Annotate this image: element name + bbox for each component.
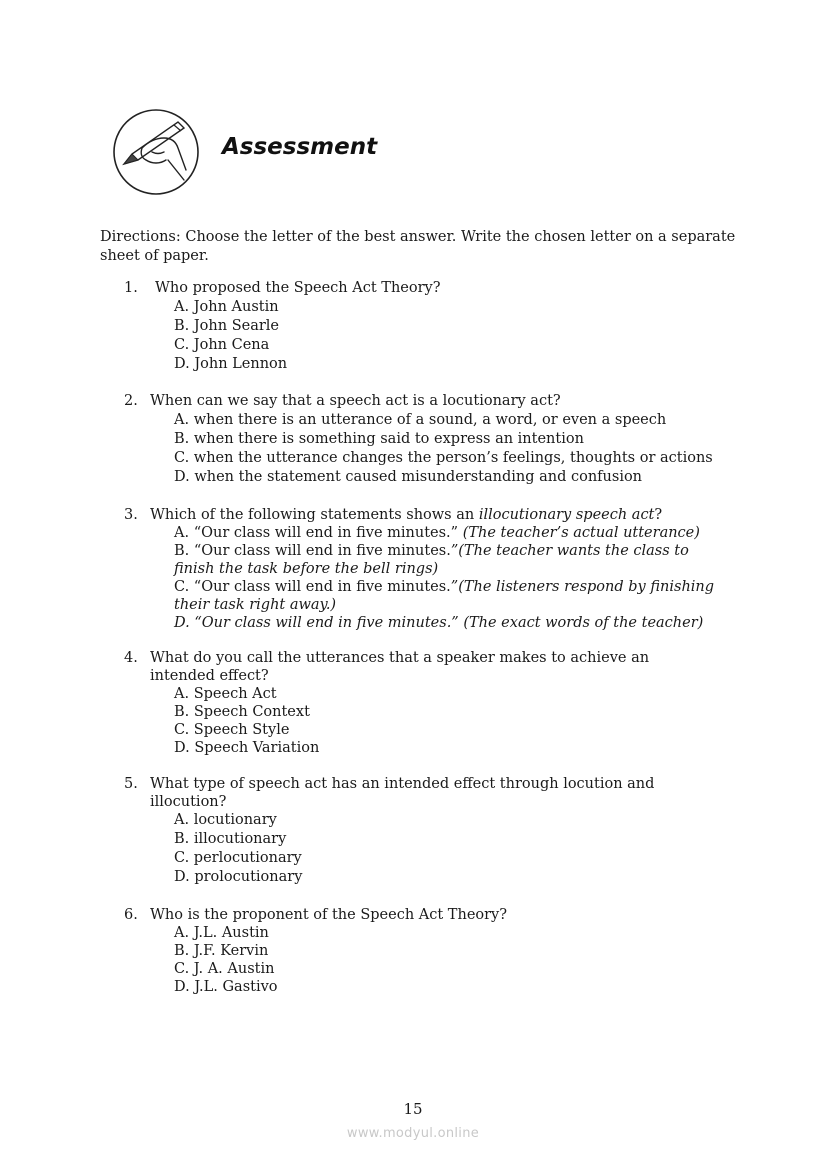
option-b: B. J.F. Kervin: [174, 943, 269, 959]
assessment-header: [112, 108, 512, 200]
question-text: When can we say that a speech act is a locutionary act?: [150, 393, 561, 409]
question-text: Who is the proponent of the Speech Act Theory?: [150, 907, 508, 923]
question-number: 6.: [124, 907, 138, 923]
option-d: D. J.L. Gastivo: [174, 979, 278, 995]
question-text-continued: intended effect?: [150, 668, 269, 684]
option-a: A. J.L. Austin: [174, 925, 269, 941]
directions-text: Directions: Choose the letter of the best answer. Write the chosen letter on a separate sheet of paper.: [100, 229, 736, 264]
question-number: 3.: [124, 507, 138, 523]
question-text: Who proposed the Speech Act Theory?: [155, 280, 441, 296]
watermark: www.modyul.online: [346, 1126, 480, 1141]
option-c: C. Speech Style: [174, 722, 290, 738]
page-title: Assessment: [222, 134, 378, 160]
option-c: C. when the utterance changes the person’s feelings, thoughts or actions: [174, 450, 713, 466]
option-a: A. “Our class will end in five minutes.” (The teacher’s actual utterance): [174, 525, 700, 541]
option-d: D. prolocutionary: [174, 869, 303, 885]
question-text: Which of the following statements shows an illocutionary speech act?: [150, 507, 663, 523]
question-text-continued: illocution?: [150, 794, 227, 810]
option-c-continued: their task right away.): [174, 597, 337, 613]
question-text: What do you call the utterances that a speaker makes to achieve an: [150, 650, 650, 666]
option-c: C. “Our class will end in five minutes.”(The listeners respond by finishing: [174, 579, 715, 595]
page-number: 15: [403, 1100, 423, 1118]
option-b: B. John Searle: [174, 318, 280, 334]
option-d: D. John Lennon: [174, 356, 288, 372]
option-a: A. when there is an utterance of a sound, a word, or even a speech: [174, 412, 667, 428]
option-a: A. Speech Act: [174, 686, 277, 702]
question-number: 4.: [124, 650, 138, 666]
option-d: D. when the statement caused misunderstanding and confusion: [174, 469, 643, 485]
option-b: B. “Our class will end in five minutes.”(The teacher wants the class to: [174, 543, 689, 559]
option-b: B. when there is something said to express an intention: [174, 431, 584, 447]
question-text: What type of speech act has an intended effect through locution and: [150, 776, 655, 792]
question-number: 5.: [124, 776, 138, 792]
writing-hand-icon: [112, 108, 200, 196]
option-b-continued: finish the task before the bell rings): [174, 561, 439, 577]
option-d: D. “Our class will end in five minutes.” (The exact words of the teacher): [174, 615, 704, 631]
option-c: C. John Cena: [174, 337, 270, 353]
question-number: 1.: [124, 280, 138, 296]
option-c: C. perlocutionary: [174, 850, 302, 866]
question-number: 2.: [124, 393, 138, 409]
option-a: A. John Austin: [174, 299, 279, 315]
option-c: C. J. A. Austin: [174, 961, 275, 977]
option-b: B. Speech Context: [174, 704, 310, 720]
option-d: D. Speech Variation: [174, 740, 320, 756]
option-a: A. locutionary: [174, 812, 277, 828]
option-b: B. illocutionary: [174, 831, 287, 847]
